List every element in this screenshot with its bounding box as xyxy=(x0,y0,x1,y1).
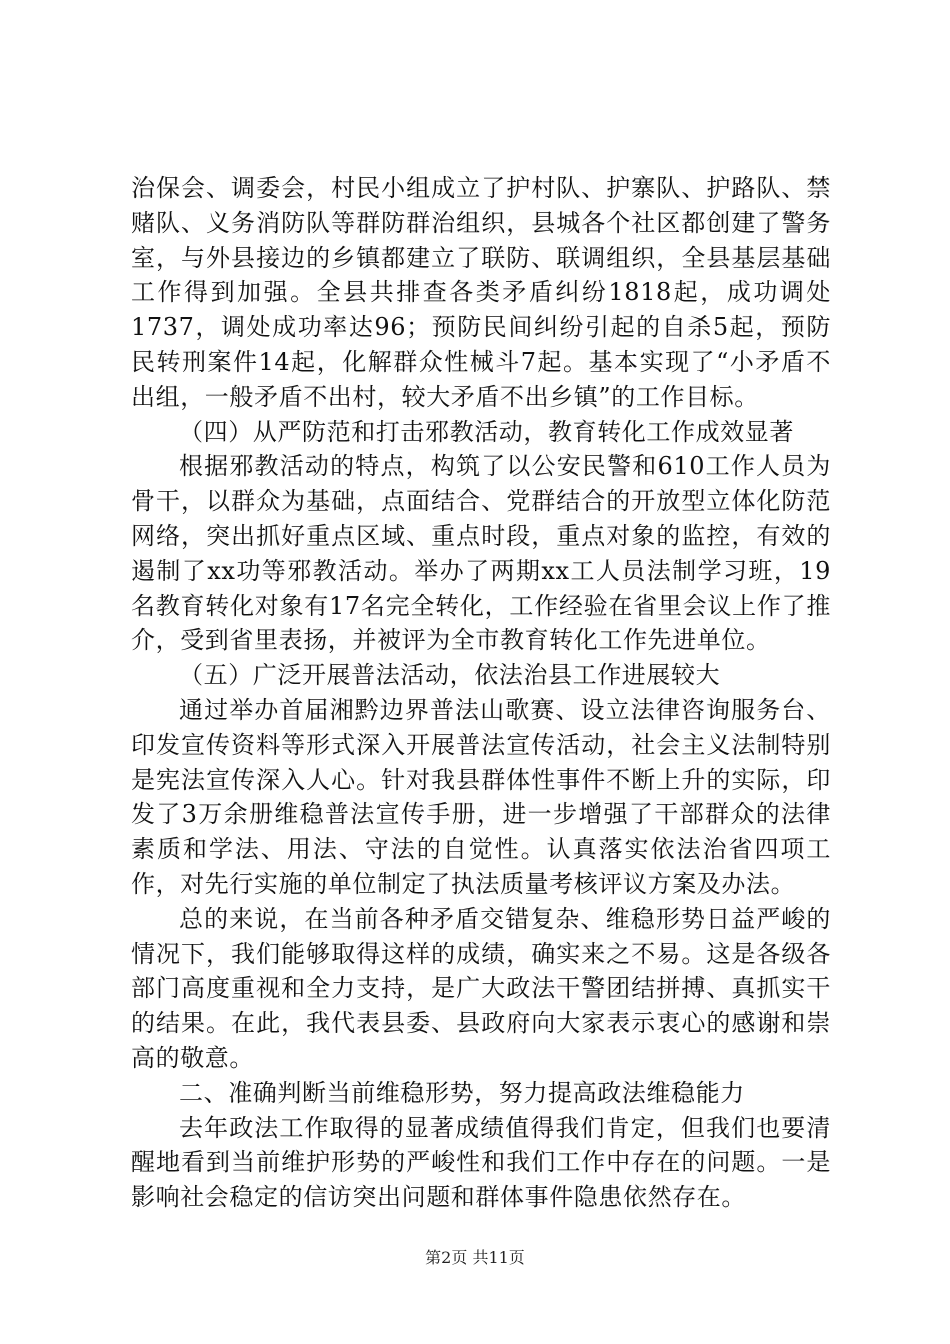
section-heading-2: 二、准确判断当前维稳形势，努力提高政法维稳能力 xyxy=(179,1078,745,1107)
section-heading-4: （四）从严防范和打击邪教活动，教育转化工作成效显著 xyxy=(179,417,794,446)
section-heading-5: （五）广泛开展普法活动，依法治县工作进展较大 xyxy=(179,661,721,690)
paragraph-1: 治保会、调委会，村民小组成立了护村队、护寨队、护路队、禁赌队、义务消防队等群防群治组织，县城各个社区都创建了警务室，与外县接边的乡镇都建立了联防、联调组织，全县基层基础工作得到加强。全县共排查各类矛盾纠纷1818起，成功调处1737，调处成功率达96；预防民间纠纷引起的自杀5起，预防民转刑案件14起，化解群众性械斗7起。基本实现了“小矛盾不出组，一般矛盾不出村，较大矛盾不出乡镇”的工作目标。 xyxy=(131,174,831,411)
paragraph-2: 根据邪教活动的特点，构筑了以公安民警和610工作人员为骨干，以群众为基础，点面结合、党群结合的开放型立体化防范网络，突出抓好重点区域、重点时段，重点对象的监控，有效的遏制了xx功等邪教活动。举办了两期xx工人员法制学习班，19名教育转化对象有17名完全转化，工作经验在省里会议上作了推介，受到省里表扬，并被评为全市教育转化工作先进单位。 xyxy=(131,452,831,655)
document-body xyxy=(131,171,831,1215)
paragraph-4: 总的来说，在当前各种矛盾交错复杂、维稳形势日益严峻的情况下，我们能够取得这样的成绩，确实来之不易。这是各级各部门高度重视和全力支持，是广大政法干警团结拼搏、真抓实干的结果。在此，我代表县委、县政府向大家表示衷心的感谢和崇高的敬意。 xyxy=(131,904,831,1072)
paragraph-5: 去年政法工作取得的显著成绩值得我们肯定，但我们也要清醒地看到当前维护形势的严峻性和我们工作中存在的问题。一是影响社会稳定的信访突出问题和群体事件隐患依然存在。 xyxy=(131,1113,831,1212)
page-number-footer: 第2页 共11页 xyxy=(425,1248,525,1267)
paragraph-3: 通过举办首届湘黔边界普法山歌赛、设立法律咨询服务台、印发宣传资料等形式深入开展普法宣传活动，社会主义法制特别是宪法宣传深入人心。针对我县群体性事件不断上升的实际，印发了3万余册维稳普法宣传手册，进一步增强了干部群众的法律素质和学法、用法、守法的自觉性。认真落实依法治省四项工作，对先行实施的单位制定了执法质量考核评议方案及办法。 xyxy=(131,695,831,898)
